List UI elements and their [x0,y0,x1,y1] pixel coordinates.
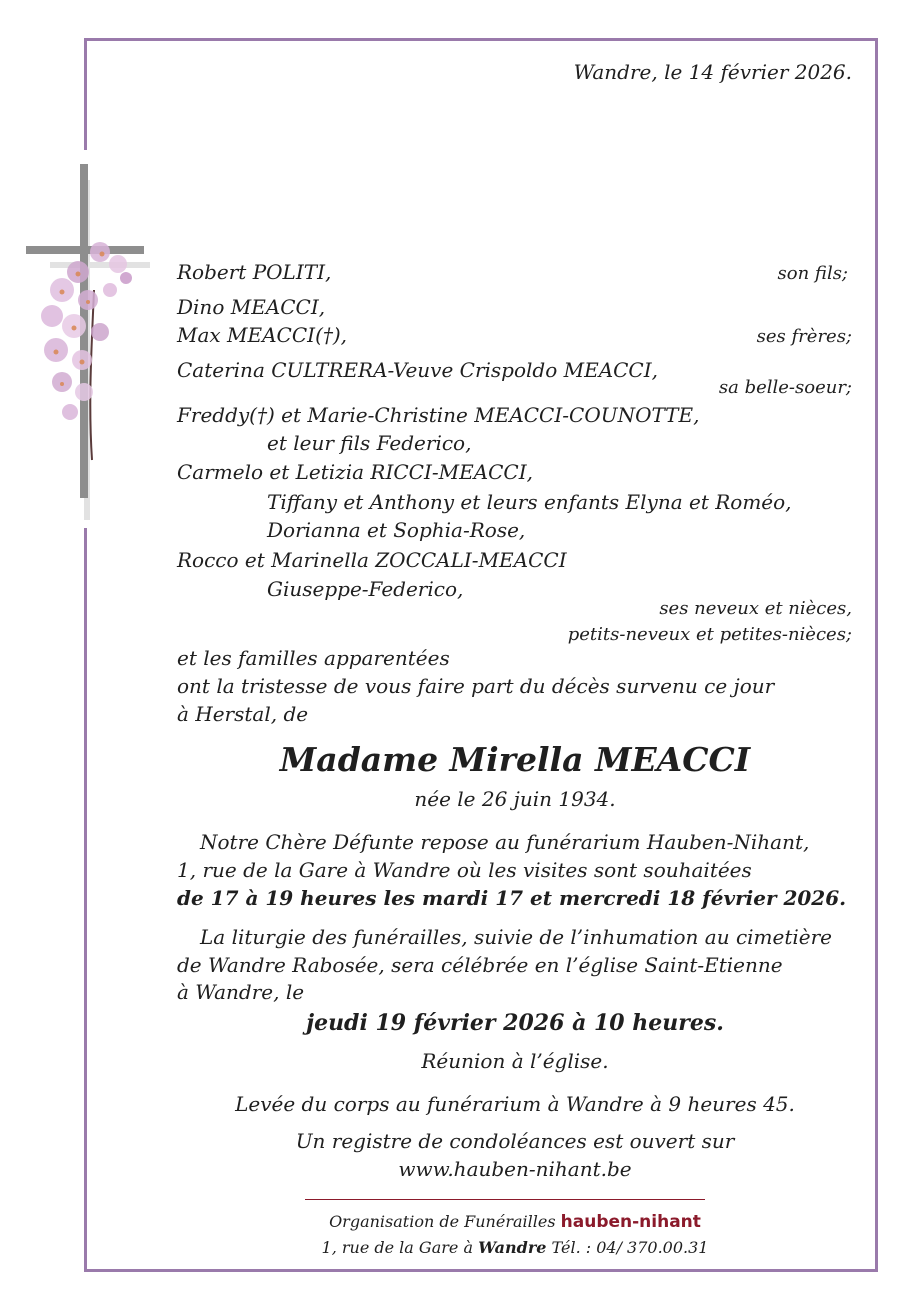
relation-grand-nephews: petits-neveux et petites-nièces; [567,624,852,645]
funeral-meeting: Réunion à l’église. [421,1049,609,1073]
funeral-line: à Wandre, le [177,980,305,1004]
footer-divider [305,1199,705,1200]
family-name: Rocco et Marinella ZOCCALI-MEACCI [177,548,567,572]
visitation-line: 1, rue de la Gare à Wandre où les visites sont souhaitées [177,858,752,882]
footer-address-town: Wandre [478,1238,547,1257]
cross-with-orchids-icon [22,160,152,520]
funeral-line: de Wandre Rabosée, sera célébrée en l’église Saint-Etienne [177,953,783,977]
family-relation: ses frères; [756,326,852,347]
deceased-name: Madame Mirella MEACCI [279,740,751,779]
family-name: Caterina CULTRERA-Veuve Crispoldo MEACCI, [177,358,658,382]
family-name: Freddy(†) et Marie-Christine MEACCI-COUNOTTE, [177,403,700,427]
visitation-hours: de 17 à 19 heures les mardi 17 et mercredi 18 février 2026. [177,886,847,910]
family-relation: sa belle-soeur; [718,377,852,398]
deceased-born: née le 26 juin 1934. [414,787,616,811]
place-date: Wandre, le 14 février 2026. [573,60,852,84]
footer-organisation [177,1214,853,1231]
announcement-line: et les familles apparentées [177,646,450,670]
announcement-line: à Herstal, de [177,702,309,726]
footer-org-prefix: Organisation de Funérailles [329,1212,556,1231]
footer-address-prefix: 1, rue de la Gare à [321,1238,473,1257]
funeral-levee: Levée du corps au funérarium à Wandre à 9 heures 45. [235,1092,795,1116]
funeral-datetime: jeudi 19 février 2026 à 10 heures. [306,1010,724,1036]
family-name: et leur fils Federico, [267,431,472,455]
registry-line: Un registre de condoléances est ouvert sur [295,1129,735,1153]
footer-address [177,1240,853,1256]
family-name: Giuseppe-Federico, [267,577,464,601]
family-name: Max MEACCI(†), [177,323,348,347]
family-relation: son fils; [777,263,848,284]
relation-nephews: ses neveux et nièces, [659,598,852,619]
registry-url[interactable]: www.hauben-nihant.be [398,1157,632,1181]
visitation-line: Notre Chère Défunte repose au funérarium Hauben-Nihant, [200,830,810,854]
family-name: Tiffany et Anthony et leurs enfants Elyna et Roméo, [267,490,792,514]
brand-logo: hauben-nihant [560,1212,701,1232]
family-name: Carmelo et Letizia RICCI-MEACCI, [177,460,533,484]
funeral-line: La liturgie des funérailles, suivie de l’inhumation au cimetière [200,925,833,949]
family-name: Dino MEACCI, [177,295,326,319]
footer-phone: Tél. : 04/ 370.00.31 [551,1238,709,1257]
family-name: Robert POLITI, [177,260,332,284]
announcement-line: ont la tristesse de vous faire part du décès survenu ce jour [177,674,775,698]
family-name: Dorianna et Sophia-Rose, [267,518,526,542]
